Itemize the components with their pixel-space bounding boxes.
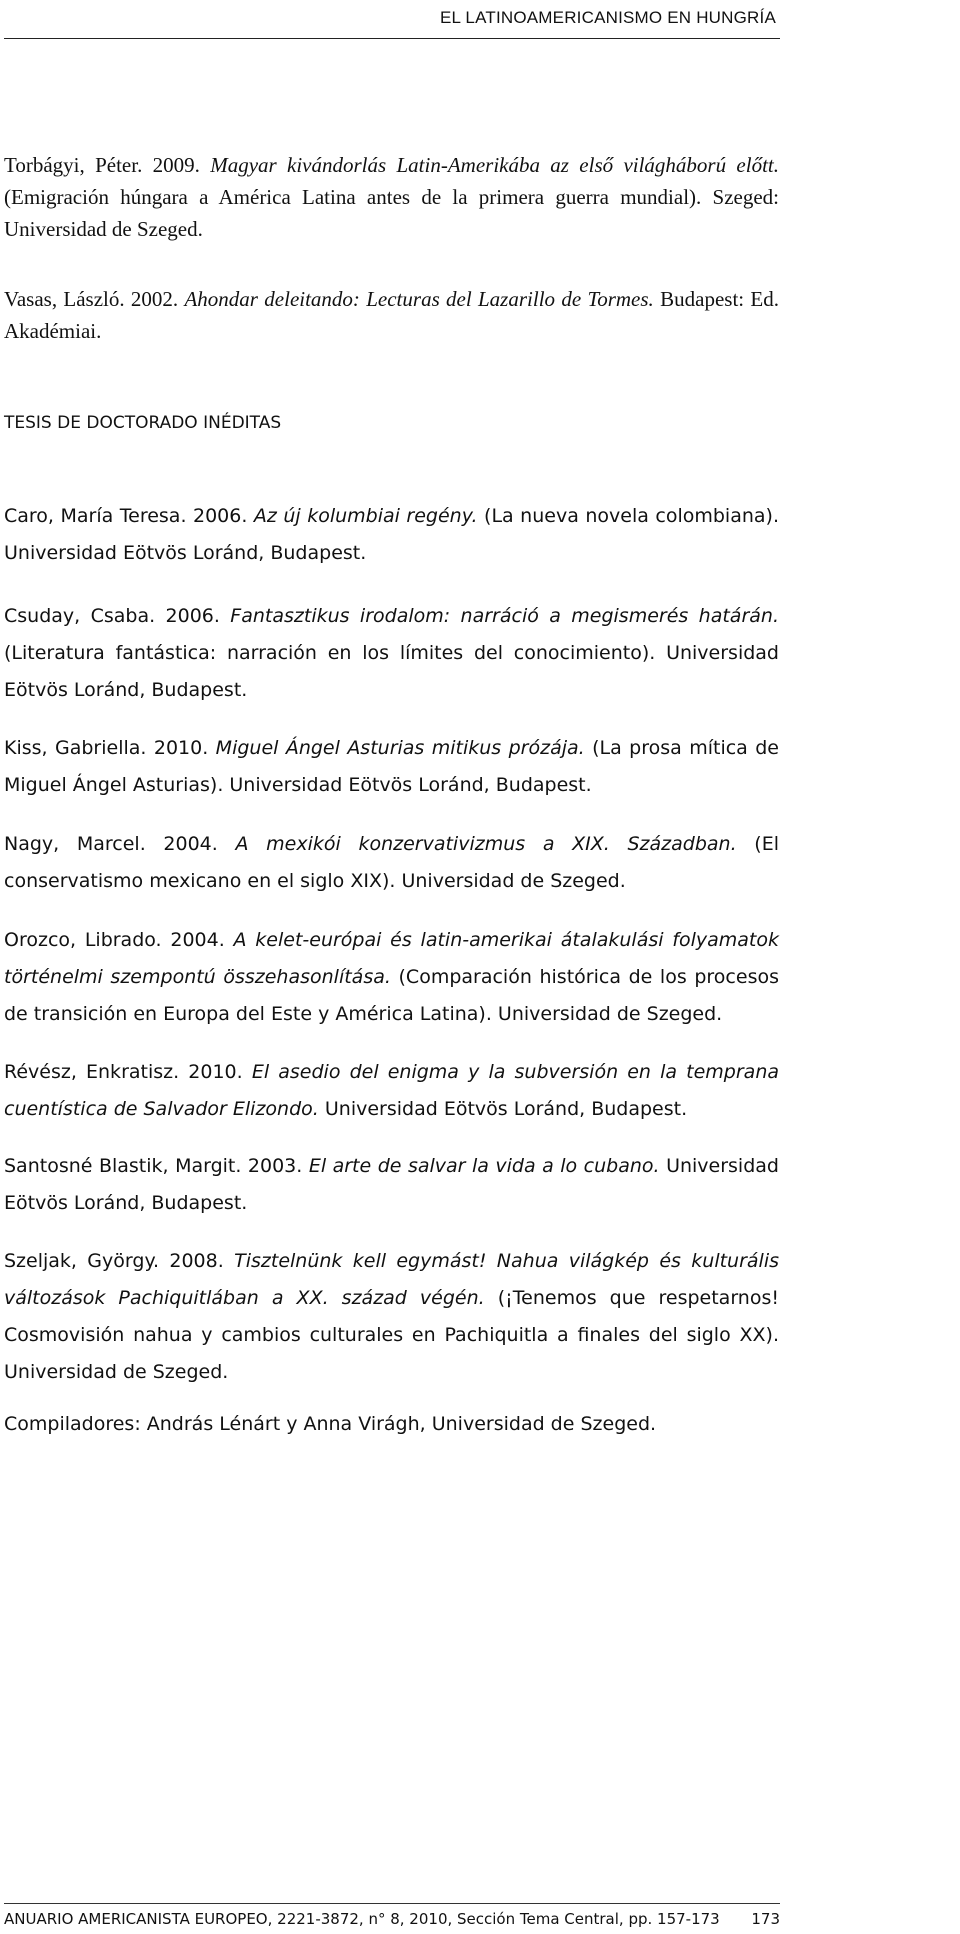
thesis-title: Miguel Ángel Asturias mitikus prózája. [215, 737, 585, 759]
thesis-szeljak [4, 1243, 779, 1391]
thesis-details: Universidad Eötvös Loránd, Budapest. [318, 1098, 688, 1120]
thesis-orozco [4, 922, 779, 1033]
thesis-revesz [4, 1054, 779, 1128]
thesis-details: (Comparación histórica de los procesos de transición en Europa del Este y América Latina). Universidad de Szeged. [4, 966, 779, 1025]
thesis-caro [4, 498, 779, 572]
reference-title: Magyar kivándorlás Latin-Amerikába az első világháború előtt. [210, 153, 779, 177]
reference-torbagyi [4, 149, 779, 245]
thesis-title: El asedio del enigma y la subversión en la temprana cuentística de Salvador Elizondo. [4, 1061, 780, 1120]
reference-title: Ahondar deleitando: Lecturas del Lazarillo de Tormes. [184, 287, 654, 311]
header-rule [4, 38, 780, 39]
page-number: 173 [751, 1910, 780, 1928]
thesis-details: Universidad Eötvös Loránd, Budapest. [4, 1155, 779, 1214]
thesis-author-year: Csuday, Csaba. 2006. [4, 605, 231, 627]
thesis-santosne [4, 1148, 779, 1222]
running-header: EL LATINOAMERICANISMO EN HUNGRÍA [439, 8, 776, 27]
page-footer [4, 1910, 780, 1928]
thesis-title: A kelet-európai és latin-amerikai átalakulási folyamatok történelmi szempontú összehasonlítása. [4, 929, 779, 988]
reference-author-year: Vasas, László. 2002. [4, 287, 185, 311]
section-heading-theses: TESIS DE DOCTORADO INÉDITAS [4, 413, 282, 433]
reference-vasas [4, 283, 779, 347]
thesis-details: (Literatura fantástica: narración en los límites del conocimiento). Universidad Eötvös Loránd, Budapest. [4, 642, 779, 701]
thesis-title: Fantasztikus irodalom: narráció a megismerés határán. [230, 605, 779, 627]
thesis-details: (La prosa mítica de Miguel Ángel Asturias). Universidad Eötvös Loránd, Budapest. [4, 737, 779, 796]
thesis-author-year: Santosné Blastik, Margit. 2003. [4, 1155, 309, 1177]
thesis-csuday [4, 598, 779, 709]
thesis-details: (¡Tenemos que respetarnos! Cosmovisión nahua y cambios culturales en Pachiquitla a finales del siglo XX). Universidad de Szeged. [4, 1287, 779, 1383]
thesis-author-year: Nagy, Marcel. 2004. [4, 833, 236, 855]
journal-name: ANUARIO AMERICANISTA EUROPEO [4, 1910, 268, 1928]
thesis-author-year: Kiss, Gabriella. 2010. [4, 737, 216, 759]
reference-author-year: Torbágyi, Péter. 2009. [4, 153, 211, 177]
thesis-details: (El conservatismo mexicano en el siglo XIX). Universidad de Szeged. [4, 833, 779, 892]
thesis-author-year: Szeljak, György. 2008. [4, 1250, 235, 1272]
compilers-note: Compiladores: András Lénárt y Anna Virágh, Universidad de Szeged. [4, 1413, 657, 1435]
reference-details: (Emigración húngara a América Latina antes de la primera guerra mundial). Szeged: Universidad de Szeged. [4, 185, 779, 241]
thesis-author-year: Caro, María Teresa. 2006. [4, 505, 254, 527]
thesis-details: (La nueva novela colombiana). Universidad Eötvös Loránd, Budapest. [4, 505, 779, 564]
thesis-title: A mexikói konzervativizmus a XIX. Században. [235, 833, 737, 855]
thesis-author-year: Orozco, Librado. 2004. [4, 929, 234, 951]
thesis-kiss [4, 730, 779, 804]
journal-details: , 2221-3872, n° 8, 2010, Sección Tema Central, pp. 157-173 [267, 1910, 720, 1928]
thesis-title: Tisztelnünk kell egymást! Nahua világkép és kulturális változások Pachiquitlában a XX. század végén. [4, 1250, 780, 1309]
thesis-title: El arte de salvar la vida a lo cubano. [308, 1155, 660, 1177]
thesis-author-year: Révész, Enkratisz. 2010. [4, 1061, 252, 1083]
thesis-nagy [4, 826, 779, 900]
reference-details: Budapest: Ed. Akadémiai. [4, 287, 779, 343]
footer-rule [4, 1903, 780, 1904]
thesis-title: Az új kolumbiai regény. [253, 505, 478, 527]
